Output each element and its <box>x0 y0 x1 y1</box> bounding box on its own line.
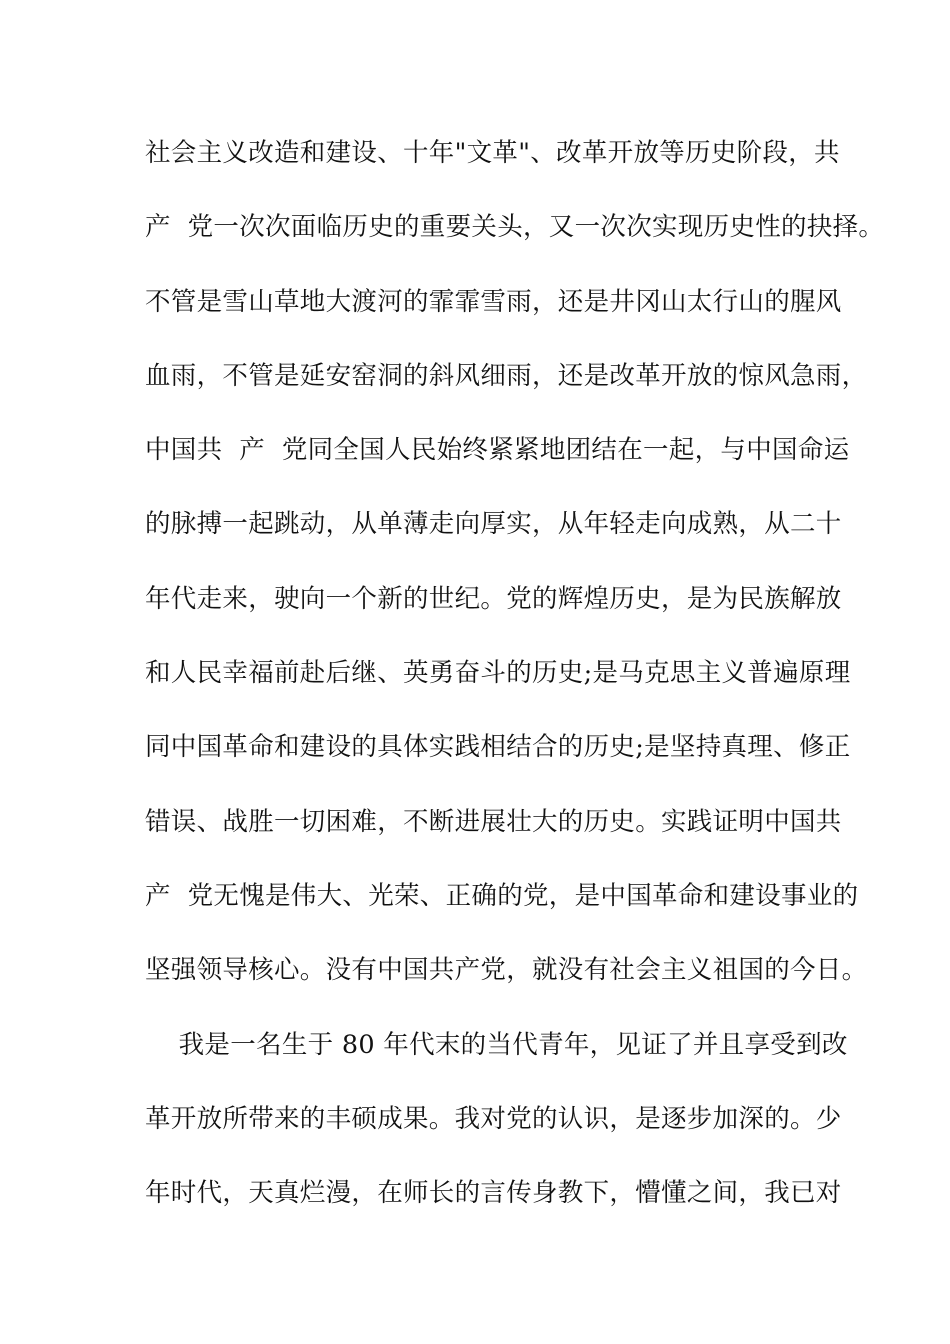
text-line: 血雨，不管是延安窑洞的斜风细雨，还是改革开放的惊风急雨， <box>145 360 868 391</box>
text-line: 年代走来，驶向一个新的世纪。党的辉煌历史，是为民族解放 <box>145 583 842 614</box>
text-line: 同中国革命和建设的具体实践相结合的历史;是坚持真理、修正 <box>145 732 851 763</box>
text-line: 不管是雪山草地大渡河的霏霏雪雨，还是井冈山太行山的腥风 <box>145 286 842 317</box>
text-line: 错误、战胜一切困难，不断进展壮大的历史。实践证明中国共 <box>145 806 842 837</box>
text-line: 年时代，天真烂漫，在师长的言传身教下，懵懂之间，我已对 <box>145 1178 842 1209</box>
text-line: 产 党一次次面临历史的重要关头，又一次次实现历史性的抉择。 <box>145 212 885 243</box>
text-line: 中国共 产 党同全国人民始终紧紧地团结在一起，与中国命运 <box>145 435 850 466</box>
text-line: 社会主义改造和建设、十年"文革"、改革开放等历史阶段，共 <box>145 138 840 168</box>
text-line: 产 党无愧是伟大、光荣、正确的党，是中国革命和建设事业的 <box>145 880 859 911</box>
text-line: 革开放所带来的丰硕成果。我对党的认识，是逐步加深的。少 <box>145 1103 842 1134</box>
paragraph-start-line: 我是一名生于 80 年代末的当代青年，见证了并且享受到改 <box>145 1029 848 1060</box>
text-line: 和人民幸福前赴后继、英勇奋斗的历史;是马克思主义普遍原理 <box>145 658 851 689</box>
text-line: 的脉搏一起跳动，从单薄走向厚实，从年轻走向成熟，从二十 <box>145 509 842 540</box>
text-line: 坚强领导核心。没有中国共产党，就没有社会主义祖国的今日。 <box>145 955 868 986</box>
body-text <box>145 130 885 1244</box>
